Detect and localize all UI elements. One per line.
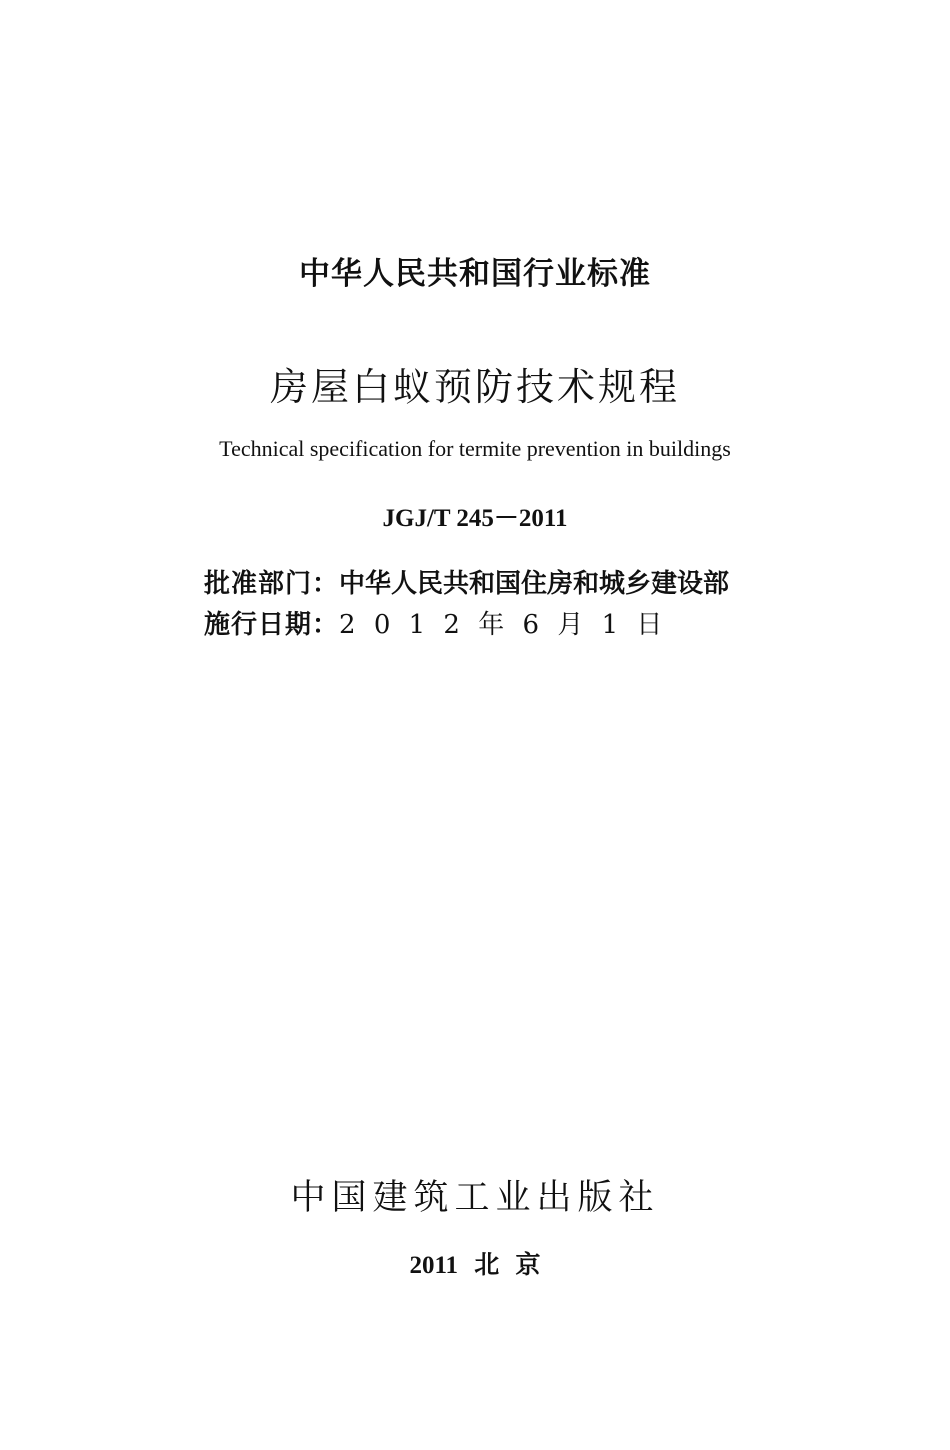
approval-authority-row [204,563,729,600]
effective-date-value: 2 0 1 2 年 6 月 1 日 [339,610,663,640]
approval-authority-value: 中华人民共和国住房和城乡建设部 [339,569,730,599]
publisher-name: 中国建筑工业出版社 [290,1178,660,1218]
standard-series-heading: 中华人民共和国行业标准 [299,256,651,292]
publication-year-place: 2011 北 京 [409,1252,541,1279]
effective-date-row [204,604,662,641]
standard-code: JGJ/T 245－2011 [382,505,568,532]
effective-date-label: 施行日期： [204,610,340,640]
approval-authority-label: 批准部门： [204,569,340,599]
document-title-chinese: 房屋白蚁预防技术规程 [269,365,680,409]
document-title-english: Technical specification for termite prevention in buildings [219,436,731,461]
